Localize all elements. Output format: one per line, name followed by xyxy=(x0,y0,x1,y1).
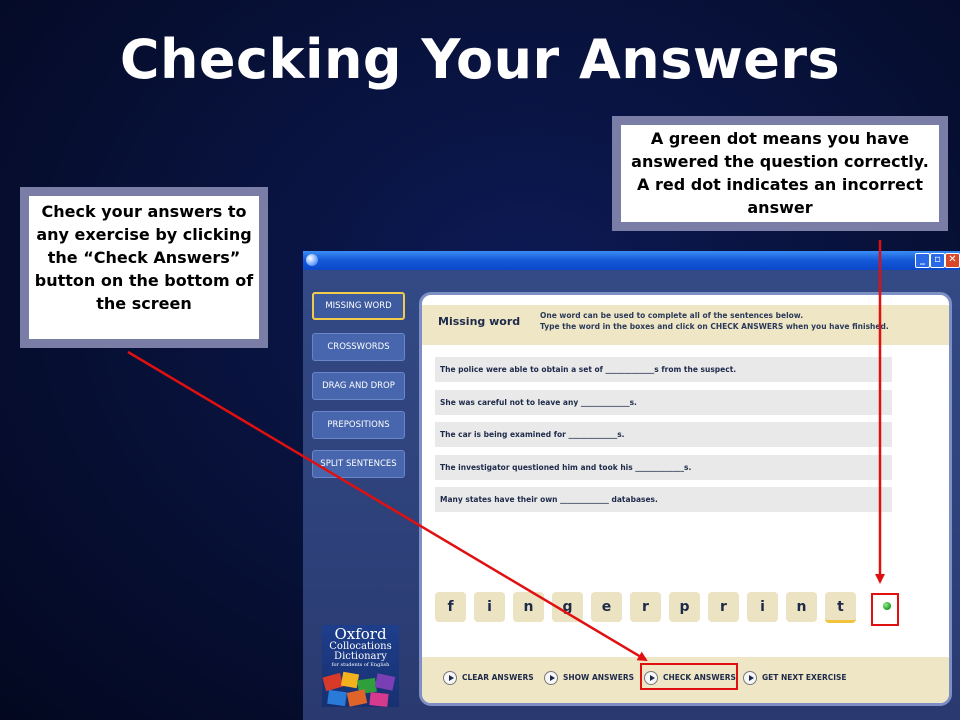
sentence-row: The police were able to obtain a set of _____________s from the suspect. xyxy=(435,357,892,382)
letter-box[interactable]: p xyxy=(669,592,700,622)
letter-box[interactable]: e xyxy=(591,592,622,622)
nav-item-crosswords[interactable]: CROSSWORDS xyxy=(312,333,405,361)
nav-item-drag-and-drop[interactable]: DRAG AND DROP xyxy=(312,372,405,400)
book-title-line1: Oxford xyxy=(334,625,387,643)
book-title-line2: Collocations xyxy=(329,641,392,652)
minimize-button[interactable]: _ xyxy=(915,253,930,268)
show-answers-label: SHOW ANSWERS xyxy=(563,673,634,682)
letter-box[interactable]: r xyxy=(708,592,739,622)
letter-box-active[interactable]: t xyxy=(825,592,856,623)
letter-box[interactable]: i xyxy=(747,592,778,622)
nav-item-split-sentences[interactable]: SPLIT SENTENCES xyxy=(312,450,405,478)
book-title-line3: Dictionary xyxy=(334,651,387,662)
close-button[interactable]: ✕ xyxy=(945,253,960,268)
sentence-row: The car is being examined for _____________s. xyxy=(435,422,892,447)
sentence-row: She was careful not to leave any _____________s. xyxy=(435,390,892,415)
letter-box[interactable]: f xyxy=(435,592,466,622)
clear-answers-label: CLEAR ANSWERS xyxy=(462,673,534,682)
callout-green-dot-text: A green dot means you have answered the question correctly. A red dot indicates an incorrect answer xyxy=(621,125,939,222)
exercise-title: Missing word xyxy=(438,315,521,328)
nav-item-prepositions[interactable]: PREPOSITIONS xyxy=(312,411,405,439)
letter-box[interactable]: r xyxy=(630,592,661,622)
book-subtitle: for students of English xyxy=(331,662,390,668)
letter-box[interactable]: g xyxy=(552,592,583,622)
letter-box[interactable]: i xyxy=(474,592,505,622)
callout-check-answers-text: Check your answers to any exercise by clicking the “Check Answers” button on the bottom of the screen xyxy=(29,196,259,339)
instruction-line-2: Type the word in the boxes and click on CHECK ANSWERS when you have finished. xyxy=(540,322,889,331)
check-answers-label: CHECK ANSWERS xyxy=(663,673,736,682)
sentence-row: Many states have their own _____________ databases. xyxy=(435,487,892,512)
letter-box[interactable]: n xyxy=(513,592,544,622)
get-next-exercise-label: GET NEXT EXERCISE xyxy=(762,673,847,682)
nav-item-missing-word[interactable]: MISSING WORD xyxy=(312,292,405,320)
sentence-row: The investigator questioned him and took his _____________s. xyxy=(435,455,892,480)
slide-title: Checking Your Answers xyxy=(119,28,841,91)
instruction-line-1: One word can be used to complete all of the sentences below. xyxy=(540,311,804,320)
letter-box[interactable]: n xyxy=(786,592,817,622)
restore-button[interactable]: ▫ xyxy=(930,253,945,268)
arrow-to-check-answers xyxy=(128,352,646,660)
